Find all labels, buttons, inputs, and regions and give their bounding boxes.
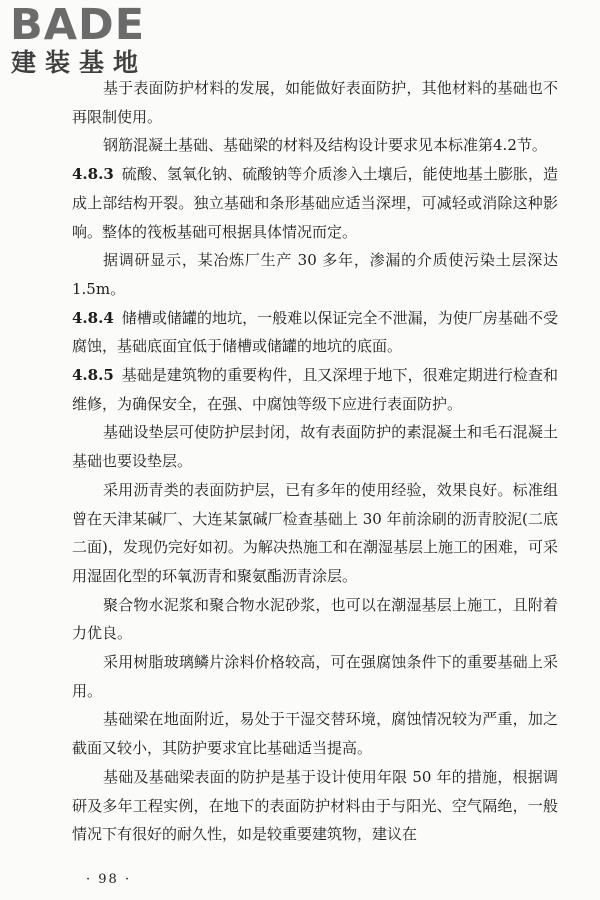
logo-wordmark: BADE xyxy=(10,0,146,50)
paragraph-text: 采用树脂玻璃鳞片涂料价格较高，可在强腐蚀条件下的重要基础上采用。 xyxy=(72,653,558,700)
paragraph-text: 聚合物水泥浆和聚合物水泥砂浆，也可以在潮湿基层上施工，且附着力优良。 xyxy=(72,595,558,643)
paragraph-text: 基础及基础梁表面的防护是基于设计使用年限 50 年的措施，根据调研及多年工程实例，在地下的表面防护材料由于与阳光、空气隔绝，一般情况下有很好的耐久性，如是较重要建筑物，建议在 xyxy=(72,767,558,844)
paragraph-text: 据调研显示，某冶炼厂生产 30 多年，渗漏的介质使污染土层深达 1.5m。 xyxy=(72,251,558,298)
section-number: 4.8.5 xyxy=(72,366,114,385)
paragraph-text: 硫酸、氢氧化钠、硫酸钠等介质渗入土壤后，能使地基土膨胀，造成上部结构开裂。独立基础和条形基础应适当深埋，可减轻或消除这种影响。整体的筏板基础可根据具体情况而定。 xyxy=(72,165,558,241)
document-body xyxy=(72,74,558,849)
section-number: 4.8.3 xyxy=(72,165,114,184)
paragraph-text: 基础设垫层可使防护层封闭，故有表面防护的素混凝土和毛石混凝土基础也要设垫层。 xyxy=(72,423,558,471)
paragraph-text: 基础是建筑物的重要构件，且又深埋于地下，很难定期进行检查和维修，为确保安全，在强、中腐蚀等级下应进行表面防护。 xyxy=(72,366,558,413)
paragraph-text: 储槽或储罐的地坑，一般难以保证完全不泄漏，为使厂房基础不受腐蚀，基础底面宜低于储槽或储罐的地坑的底面。 xyxy=(72,308,558,356)
section-number: 4.8.4 xyxy=(72,308,114,327)
paragraph-intro-continuation xyxy=(72,74,558,131)
paragraph-asphalt-coating xyxy=(72,476,558,591)
bade-logo xyxy=(10,2,180,78)
paragraph-glass-flake xyxy=(72,648,558,705)
paragraph-text: 基于表面防护材料的发展，如能做好表面防护，其他材料的基础也不再限制使用。 xyxy=(72,79,558,126)
paragraph-cushion-layer xyxy=(72,418,558,475)
paragraph-text: 基础梁在地面附近，易处于干湿交替环境，腐蚀情况较为严重，加之截面又较小，其防护要求宜比基础适当提高。 xyxy=(72,710,558,758)
paragraph-foundation-beam xyxy=(72,705,558,762)
paragraph-survey-note xyxy=(72,246,558,303)
paragraph-material-reference xyxy=(72,131,558,160)
clause-4-8-4 xyxy=(72,304,558,361)
logo-subtitle: 建装基地 xyxy=(11,48,148,77)
paragraph-text: 钢筋混凝土基础、基础梁的材料及结构设计要求见本标准第4.2节。 xyxy=(103,136,547,155)
clause-4-8-3 xyxy=(72,160,558,246)
paragraph-service-life xyxy=(72,763,558,849)
paragraph-polymer-mortar xyxy=(72,591,558,648)
paragraph-text: 采用沥青类的表面防护层，已有多年的使用经验，效果良好。标准组曾在天津某碱厂、大连某氯碱厂检查基础上 30 年前涂刷的沥青胶泥(二底二面)，发现仍完好如初。为解决热施工和在潮湿基层上施工的困难，可采用湿固化型的环氧沥青和聚氨酯沥青涂层。 xyxy=(72,480,558,585)
clause-4-8-5 xyxy=(72,361,558,418)
page-number: · 98 · xyxy=(86,872,132,887)
